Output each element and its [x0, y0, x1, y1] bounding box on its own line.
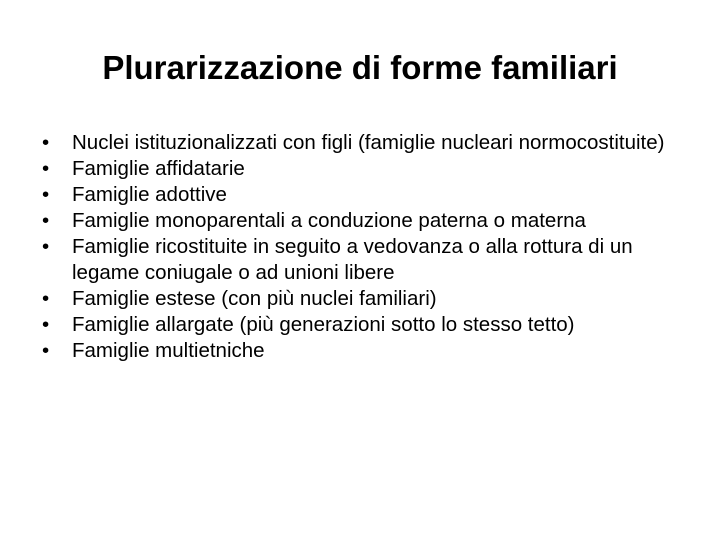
slide-title: Plurarizzazione di forme familiari [102, 49, 618, 86]
list-item-text: Famiglie affidatarie [72, 157, 245, 180]
list-item-text: Famiglie adottive [72, 183, 227, 206]
bullet-icon: • [42, 339, 50, 362]
list-item [42, 182, 682, 208]
bullet-icon: • [42, 131, 50, 154]
bullet-icon: • [42, 235, 50, 258]
list-item [42, 338, 682, 364]
list-item [42, 156, 682, 182]
bullet-icon: • [42, 209, 50, 232]
list-item-text: Famiglie monoparentali a conduzione paterna o materna [72, 209, 586, 232]
bullet-icon: • [42, 183, 50, 206]
list-item-text: Famiglie multietniche [72, 339, 265, 362]
bullet-list [42, 130, 682, 364]
list-item [42, 130, 682, 156]
list-item-text: Famiglie ricostituite in seguito a vedovanza o alla rottura di un legame coniugale o ad unioni libere [72, 235, 633, 284]
bullet-icon: • [42, 157, 50, 180]
bullet-icon: • [42, 313, 50, 336]
list-item-text: Nuclei istituzionalizzati con figli (famiglie nucleari normocostituite) [72, 131, 665, 154]
list-item [42, 286, 682, 312]
list-item [42, 208, 682, 234]
list-item-text: Famiglie allargate (più generazioni sotto lo stesso tetto) [72, 313, 575, 336]
list-item-text: Famiglie estese (con più nuclei familiari) [72, 287, 437, 310]
bullet-icon: • [42, 287, 50, 310]
list-item [42, 312, 682, 338]
list-item [42, 234, 682, 286]
